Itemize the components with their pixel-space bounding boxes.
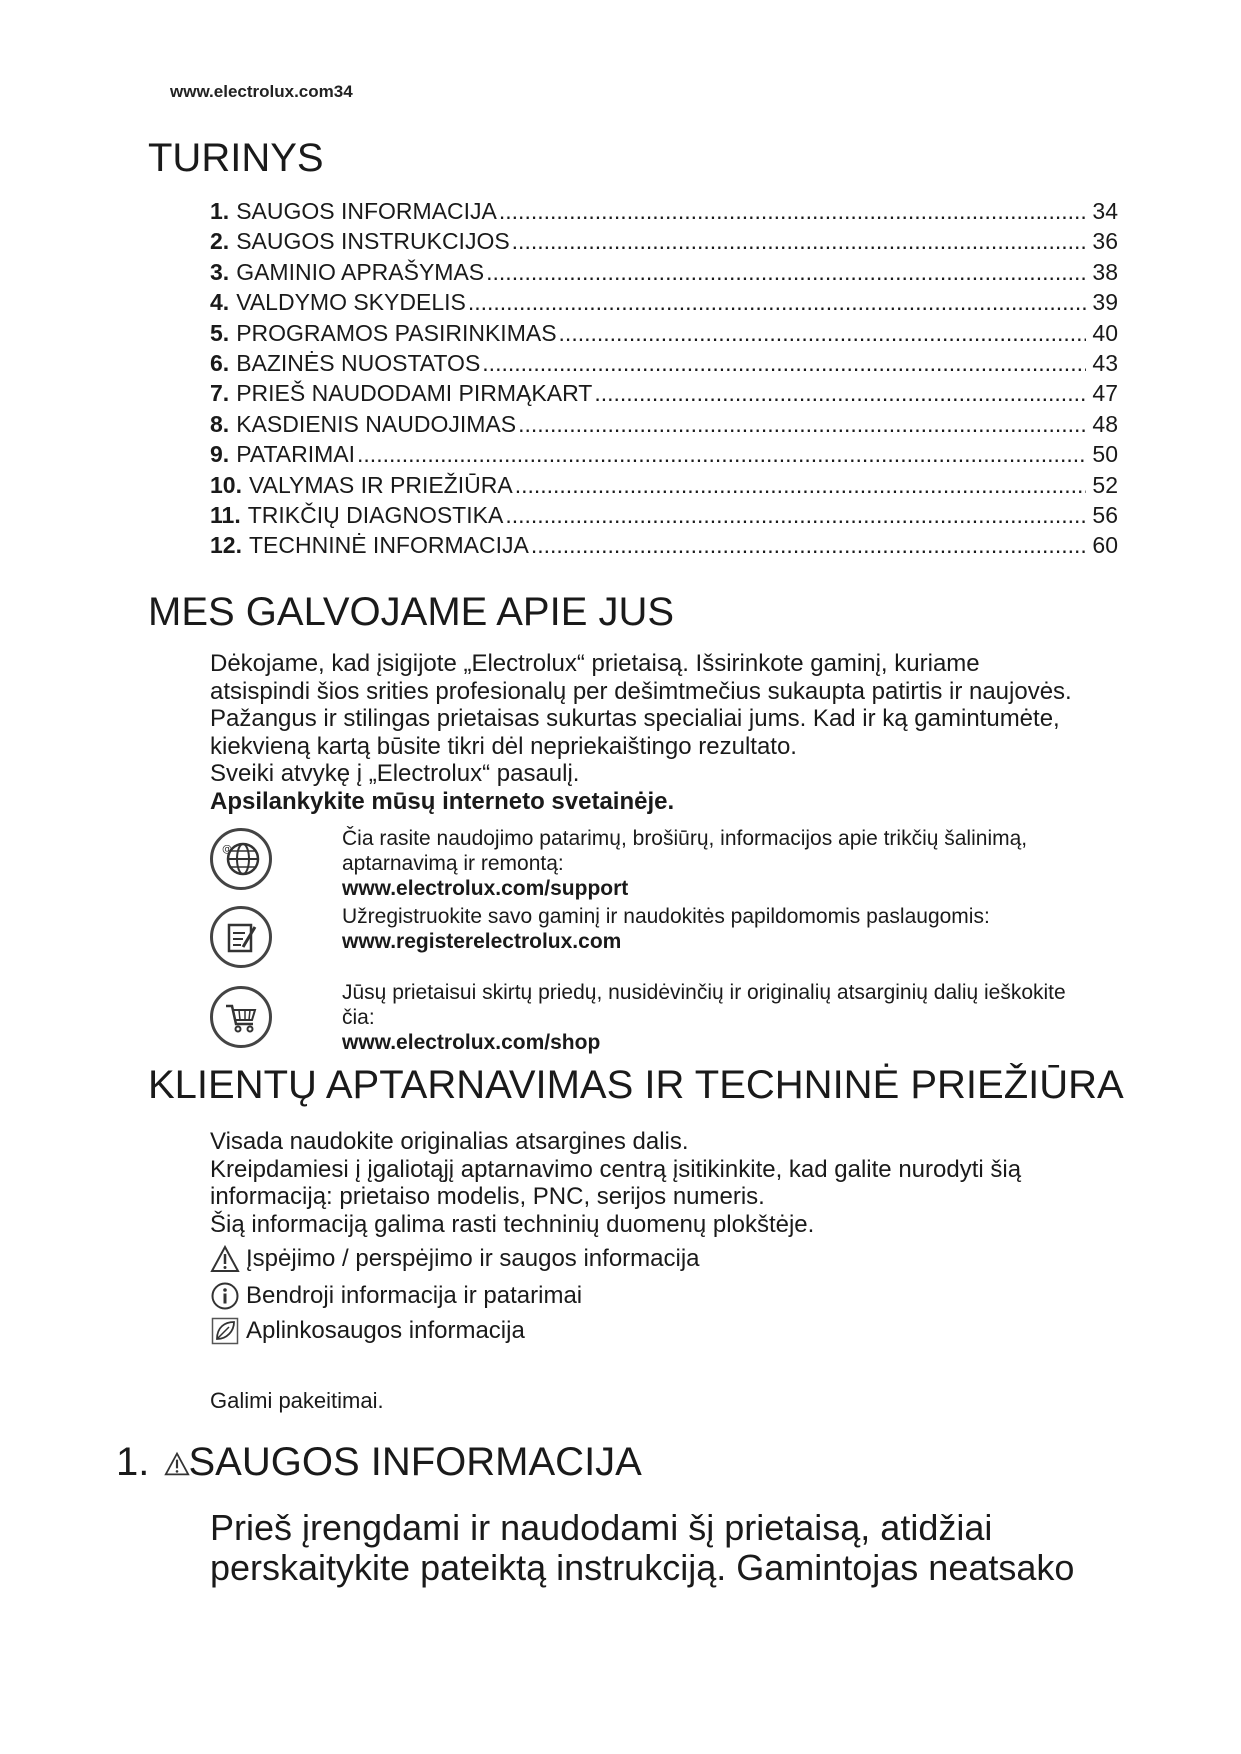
leaf-icon — [210, 1316, 240, 1346]
register-form-icon — [210, 906, 272, 968]
toc-page-number: 52 — [1092, 471, 1118, 498]
toc-number: 10. — [210, 471, 242, 498]
changes-note: Galimi pakeitimai. — [210, 1388, 384, 1413]
toc-leader-dots — [357, 439, 1086, 469]
toc-row[interactable] — [210, 439, 1118, 469]
support-description-cont: aptarnavimą ir remontą: — [342, 852, 564, 875]
about-line: atsispindi šios srities profesionalų per dešimtmečius sukaupta patirtis ir naujovės. — [210, 677, 1072, 705]
toc-leader-dots — [531, 530, 1086, 560]
service-line: Kreipdamiesi į įgaliotąjį aptarnavimo centrą įsitikinkite, kad galite nurodyti šią — [210, 1155, 1022, 1183]
support-url-link[interactable]: www.electrolux.com/support — [342, 877, 629, 900]
section-1-intro — [210, 1508, 1140, 1588]
toc-number: 3. — [210, 258, 230, 285]
toc-entry-title: VALDYMO SKYDELIS — [236, 289, 466, 316]
service-line: Šią informaciją galima rasti techninių duomenų plokštėje. — [210, 1210, 815, 1238]
register-link-block — [210, 904, 1130, 974]
legend-text: Bendroji informacija ir patarimai — [246, 1282, 583, 1309]
toc-row[interactable] — [210, 409, 1118, 439]
shop-description-cont: čia: — [342, 1006, 375, 1029]
toc-row[interactable] — [210, 530, 1118, 560]
toc-row[interactable] — [210, 500, 1118, 530]
toc-number: 12. — [210, 532, 242, 559]
toc-leader-dots — [512, 226, 1086, 256]
table-of-contents — [210, 196, 1118, 561]
globe-icon — [210, 828, 272, 890]
toc-entry-title: GAMINIO APRAŠYMAS — [236, 258, 485, 285]
toc-number: 6. — [210, 349, 230, 376]
toc-page-number: 50 — [1092, 441, 1118, 468]
shop-url-link[interactable]: www.electrolux.com/shop — [342, 1031, 601, 1054]
about-paragraph — [210, 650, 1130, 815]
about-line: Pažangus ir stilingas prietaisas sukurtas specialiai jums. Kad ir ką gamintumėte, — [210, 705, 1060, 732]
toc-entry-title: TECHNINĖ INFORMACIJA — [248, 532, 529, 559]
info-icon — [210, 1281, 240, 1311]
about-heading: MES GALVOJAME APIE JUS — [148, 590, 675, 634]
toc-page-number: 39 — [1092, 289, 1118, 316]
toc-row[interactable] — [210, 196, 1118, 226]
toc-leader-dots — [499, 196, 1086, 226]
toc-number: 2. — [210, 228, 230, 255]
support-link-text — [342, 826, 1122, 901]
toc-entry-title: SAUGOS INFORMACIJA — [236, 198, 497, 224]
service-paragraph — [210, 1128, 1130, 1238]
toc-page-number: 48 — [1092, 410, 1118, 437]
register-link-text — [342, 904, 1122, 954]
toc-entry-title: SAUGOS INSTRUKCIJOS — [236, 228, 510, 255]
toc-entry-title: PATARIMAI — [236, 441, 356, 468]
toc-page-number: 38 — [1092, 258, 1118, 285]
warning-triangle-icon — [210, 1244, 240, 1274]
about-line: kiekvieną kartą būsite tikri dėl nepriekaištingo rezultato. — [210, 732, 797, 760]
toc-row[interactable] — [210, 287, 1118, 317]
page-header-url: www.electrolux.com34 — [170, 82, 353, 101]
toc-number: 9. — [210, 441, 230, 468]
toc-row[interactable] — [210, 470, 1118, 500]
toc-row[interactable] — [210, 348, 1118, 378]
toc-number: 4. — [210, 289, 230, 316]
register-url-link[interactable]: www.registerelectrolux.com — [342, 930, 622, 953]
toc-row[interactable] — [210, 378, 1118, 408]
toc-leader-dots — [559, 318, 1086, 348]
toc-leader-dots — [515, 470, 1086, 500]
section-number: 1. — [116, 1440, 150, 1484]
toc-page-number: 47 — [1092, 380, 1118, 407]
toc-page-number: 40 — [1092, 319, 1118, 346]
toc-row[interactable] — [210, 226, 1118, 256]
toc-leader-dots — [518, 409, 1086, 439]
service-line: informaciją: prietaiso modelis, PNC, serijos numeris. — [210, 1183, 765, 1210]
toc-number: 11. — [210, 501, 241, 528]
shop-description: Jūsų prietaisui skirtų priedų, nusidėvinčių ir originalių atsarginių dalių ieškokite — [342, 981, 1066, 1004]
toc-page-number: 36 — [1092, 228, 1118, 255]
toc-row[interactable] — [210, 318, 1118, 348]
toc-title: TURINYS — [148, 136, 324, 180]
toc-leader-dots — [486, 257, 1086, 287]
legend-text: Aplinkosaugos informacija — [246, 1317, 525, 1344]
intro-line: Prieš įrengdami ir naudodami šį prietaisą, atidžiai — [210, 1507, 993, 1548]
toc-entry-title: KASDIENIS NAUDOJIMAS — [236, 410, 517, 437]
legend-text: Įspėjimo / perspėjimo ir saugos informacija — [246, 1245, 700, 1272]
toc-leader-dots — [594, 378, 1086, 408]
toc-page-number: 60 — [1092, 532, 1118, 559]
toc-number: 8. — [210, 410, 230, 437]
toc-page-number: 34 — [1092, 198, 1118, 224]
toc-number: 7. — [210, 380, 230, 407]
toc-entry-title: TRIKČIŲ DIAGNOSTIKA — [247, 501, 504, 528]
about-line: Sveiki atvykę į „Electrolux“ pasaulį. — [210, 760, 580, 787]
legend-warning — [210, 1244, 700, 1274]
service-heading: KLIENTŲ APTARNAVIMAS IR TECHNINĖ PRIEŽIŪRA — [148, 1063, 1124, 1107]
register-description: Užregistruokite savo gaminį ir naudokitės papildomomis paslaugomis: — [342, 905, 990, 928]
section-1-heading — [116, 1440, 642, 1487]
toc-entry-title: PRIEŠ NAUDODAMI PIRMĄKART — [236, 380, 593, 407]
toc-entry-title: VALYMAS IR PRIEŽIŪRA — [248, 471, 513, 498]
service-line: Visada naudokite originalias atsargines dalis. — [210, 1128, 689, 1155]
legend-info — [210, 1281, 582, 1311]
about-line: Dėkojame, kad įsigijote „Electrolux“ prietaisą. Išsirinkote gaminį, kuriame — [210, 650, 980, 677]
toc-entry-title: BAZINĖS NUOSTATOS — [236, 349, 481, 376]
visit-website-label: Apsilankykite mūsų interneto svetainėje. — [210, 787, 675, 815]
toc-page-number: 43 — [1092, 349, 1118, 376]
toc-leader-dots — [482, 348, 1086, 378]
toc-number: 5. — [210, 319, 230, 346]
shop-link-block — [210, 980, 1130, 1054]
legend-environment — [210, 1316, 525, 1346]
support-link-block — [210, 826, 1130, 900]
toc-leader-dots — [468, 287, 1086, 317]
shopping-cart-icon — [210, 986, 272, 1048]
svg-text:@: @ — [222, 844, 232, 855]
toc-page-number: 56 — [1092, 501, 1118, 528]
toc-row[interactable] — [210, 257, 1118, 287]
section-title: SAUGOS INFORMACIJA — [188, 1440, 642, 1484]
warning-triangle-icon — [164, 1442, 190, 1487]
toc-leader-dots — [505, 500, 1086, 530]
support-description: Čia rasite naudojimo patarimų, brošiūrų, informacijos apie trikčių šalinimą, — [342, 827, 1028, 850]
toc-number: 1. — [210, 198, 230, 224]
shop-link-text — [342, 980, 1122, 1055]
intro-line: perskaitykite pateiktą instrukciją. Gamintojas neatsako — [210, 1547, 1075, 1588]
toc-entry-title: PROGRAMOS PASIRINKIMAS — [236, 319, 557, 346]
